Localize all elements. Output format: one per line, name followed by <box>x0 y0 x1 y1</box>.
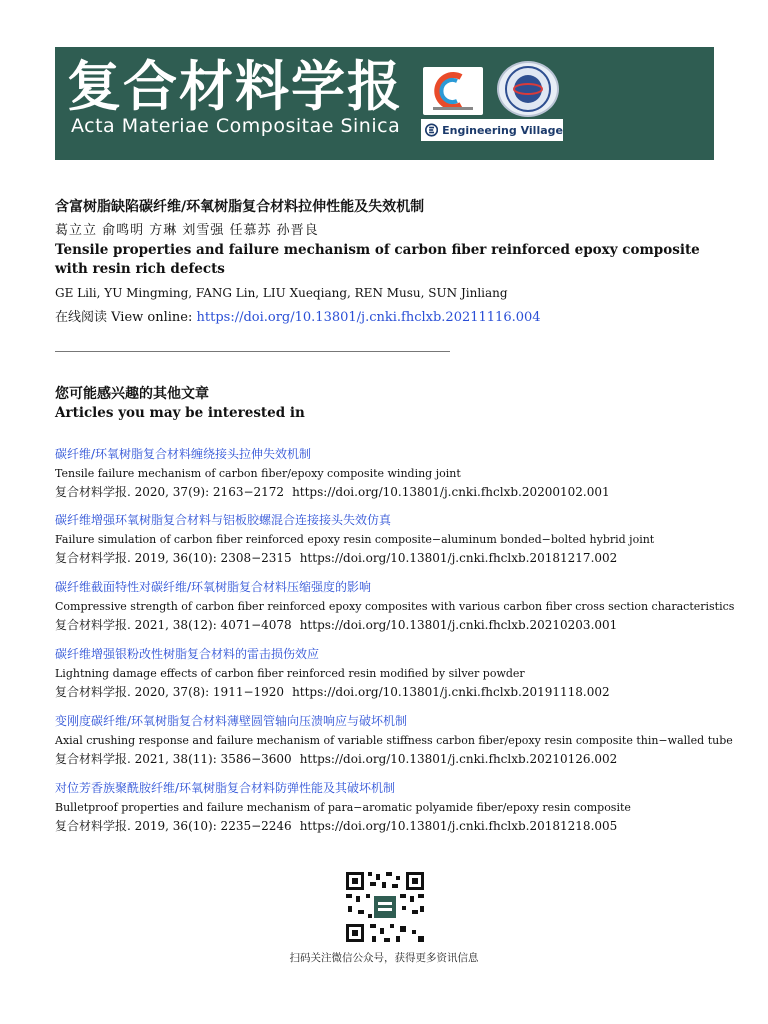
wechat-qr-code <box>344 870 426 944</box>
related-article-doi[interactable]: https://doi.org/10.13801/j.cnki.fhclxb.20210126.002 <box>299 752 618 766</box>
related-article-title-en: Tensile failure mechanism of carbon fiber/epoxy composite winding joint <box>55 467 461 480</box>
related-article-title-cn[interactable]: 碳纤维增强环氧树脂复合材料与铝板胶螺混合连接接头失效仿真 <box>55 513 392 527</box>
journal-banner <box>55 47 714 160</box>
journal-title-en: Acta Materiae Compositae Sinica <box>71 115 401 137</box>
paper-authors-cn: 葛立立 俞鸣明 方琳 刘雪强 任慕苏 孙晋良 <box>55 223 319 238</box>
society-seal-icon <box>497 61 559 117</box>
related-article-title-en: Lightning damage effects of carbon fiber reinforced resin modified by silver powder <box>55 667 525 680</box>
related-article-ref <box>55 683 735 702</box>
related-article-citation: 复合材料学报. 2019, 36(10): 2235−2246 <box>55 819 292 833</box>
related-article-ref <box>55 750 735 769</box>
section-divider <box>55 351 450 352</box>
view-online-label: 在线阅读 View online: <box>55 310 197 325</box>
ev-logo-icon <box>425 122 438 138</box>
engineering-village-label: Engineering Village <box>442 123 563 137</box>
related-article-doi[interactable]: https://doi.org/10.13801/j.cnki.fhclxb.20181217.002 <box>299 551 618 565</box>
related-article <box>55 578 735 635</box>
qr-caption: 扫码关注微信公众号，获得更多资讯信息 <box>289 952 479 964</box>
related-article <box>55 712 735 769</box>
related-article-ref <box>55 483 735 502</box>
related-article-title-cn[interactable]: 变刚度碳纤维/环氧树脂复合材料薄壁圆管轴向压溃响应与破坏机制 <box>55 714 408 728</box>
related-article-title-en: Axial crushing response and failure mechanism of variable stiffness carbon fiber/epoxy resin composite thin−walled tube <box>55 734 733 747</box>
view-online-line <box>55 306 541 325</box>
related-article <box>55 445 735 502</box>
related-article-title-en: Bulletproof properties and failure mechanism of para−aromatic polyamide fiber/epoxy resin composite <box>55 801 631 814</box>
related-heading-en: Articles you may be interested in <box>55 405 305 421</box>
related-article-ref <box>55 616 735 635</box>
related-article-title-en: Compressive strength of carbon fiber reinforced epoxy composites with various carbon fiber cross section characteristics <box>55 600 735 613</box>
related-article-title-cn[interactable]: 对位芳香族聚酰胺纤维/环氧树脂复合材料防弹性能及其破坏机制 <box>55 781 396 795</box>
paper-title-en: Tensile properties and failure mechanism of carbon fiber reinforced epoxy composite with resin rich defects <box>55 242 700 277</box>
paper-doi-link[interactable]: https://doi.org/10.13801/j.cnki.fhclxb.20211116.004 <box>196 310 541 325</box>
related-article-citation: 复合材料学报. 2020, 37(8): 1911−1920 <box>55 685 285 699</box>
engineering-village-badge <box>421 119 563 141</box>
related-article-citation: 复合材料学报. 2019, 36(10): 2308−2315 <box>55 551 292 565</box>
related-article-ref <box>55 817 735 836</box>
journal-title-cn: 复合材料学报 <box>67 55 403 118</box>
related-article <box>55 511 735 568</box>
related-article-doi[interactable]: https://doi.org/10.13801/j.cnki.fhclxb.20210203.001 <box>299 618 618 632</box>
related-article-citation: 复合材料学报. 2021, 38(12): 4071−4078 <box>55 618 292 632</box>
related-article-ref <box>55 549 735 568</box>
related-article-citation: 复合材料学报. 2020, 37(9): 2163−2172 <box>55 485 285 499</box>
related-article-title-en: Failure simulation of carbon fiber reinforced epoxy resin composite−aluminum bonded−bolted hybrid joint <box>55 533 655 546</box>
paper-authors-en: GE Lili, YU Mingming, FANG Lin, LIU Xueqiang, REN Musu, SUN Jinliang <box>55 286 508 300</box>
related-article <box>55 779 735 836</box>
related-article-doi[interactable]: https://doi.org/10.13801/j.cnki.fhclxb.20200102.001 <box>292 485 610 499</box>
paper-title-cn: 含富树脂缺陷碳纤维/环氧树脂复合材料拉伸性能及失效机制 <box>55 199 425 215</box>
related-article-title-cn[interactable]: 碳纤维截面特性对碳纤维/环氧树脂复合材料压缩强度的影响 <box>55 580 372 594</box>
colorful-c-logo <box>423 67 483 115</box>
related-article <box>55 645 735 702</box>
related-article-doi[interactable]: https://doi.org/10.13801/j.cnki.fhclxb.20181218.005 <box>299 819 618 833</box>
related-article-doi[interactable]: https://doi.org/10.13801/j.cnki.fhclxb.20191118.002 <box>292 685 610 699</box>
related-article-citation: 复合材料学报. 2021, 38(11): 3586−3600 <box>55 752 292 766</box>
related-article-title-cn[interactable]: 碳纤维增强银粉改性树脂复合材料的雷击损伤效应 <box>55 647 320 661</box>
related-heading-cn: 您可能感兴趣的其他文章 <box>55 386 209 402</box>
related-article-title-cn[interactable]: 碳纤维/环氧树脂复合材料缠绕接头拉伸失效机制 <box>55 447 312 461</box>
